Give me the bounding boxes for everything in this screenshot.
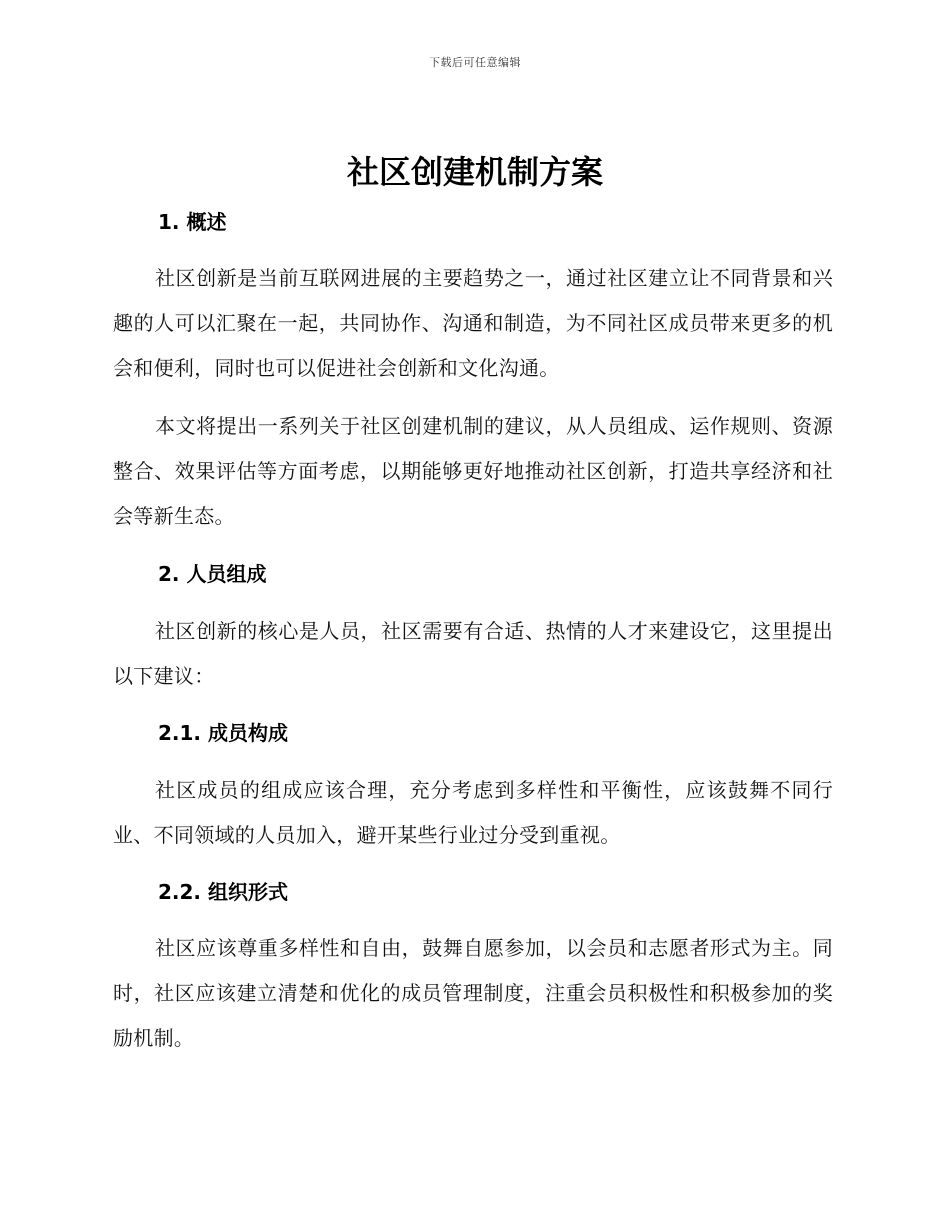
section-heading-overview: 1. 概述 (158, 210, 227, 234)
page-header-note: 下载后可任意编辑 (429, 56, 521, 69)
paragraph-overview-1: 社区创新是当前互联网进展的主要趋势之一，通过社区建立让不同背景和兴趣的人可以汇聚在一起，共同协作、沟通和制造，为不同社区成员带来更多的机会和便利，同时也可以促进社会创新和文化沟通。 (113, 266, 833, 380)
section-heading-personnel: 2. 人员组成 (158, 562, 267, 586)
paragraph-overview-2: 本文将提出一系列关于社区创建机制的建议，从人员组成、运作规则、资源整合、效果评估等方面考虑，以期能够更好地推动社区创新，打造共享经济和社会等新生态。 (113, 414, 833, 528)
paragraph-member-composition-1: 社区成员的组成应该合理，充分考虑到多样性和平衡性，应该鼓舞不同行业、不同领域的人员加入，避开某些行业过分受到重视。 (113, 778, 833, 847)
document-title: 社区创建机制方案 (346, 153, 603, 191)
paragraph-personnel-1: 社区创新的核心是人员，社区需要有合适、热情的人才来建设它，这里提出以下建议： (113, 619, 833, 688)
section-heading-member-composition: 2.1. 成员构成 (158, 721, 288, 745)
section-heading-organization-form: 2.2. 组织形式 (158, 880, 288, 904)
paragraph-organization-form-1: 社区应该尊重多样性和自由，鼓舞自愿参加，以会员和志愿者形式为主。同时，社区应该建立清楚和优化的成员管理制度，注重会员积极性和积极参加的奖励机制。 (113, 936, 833, 1050)
